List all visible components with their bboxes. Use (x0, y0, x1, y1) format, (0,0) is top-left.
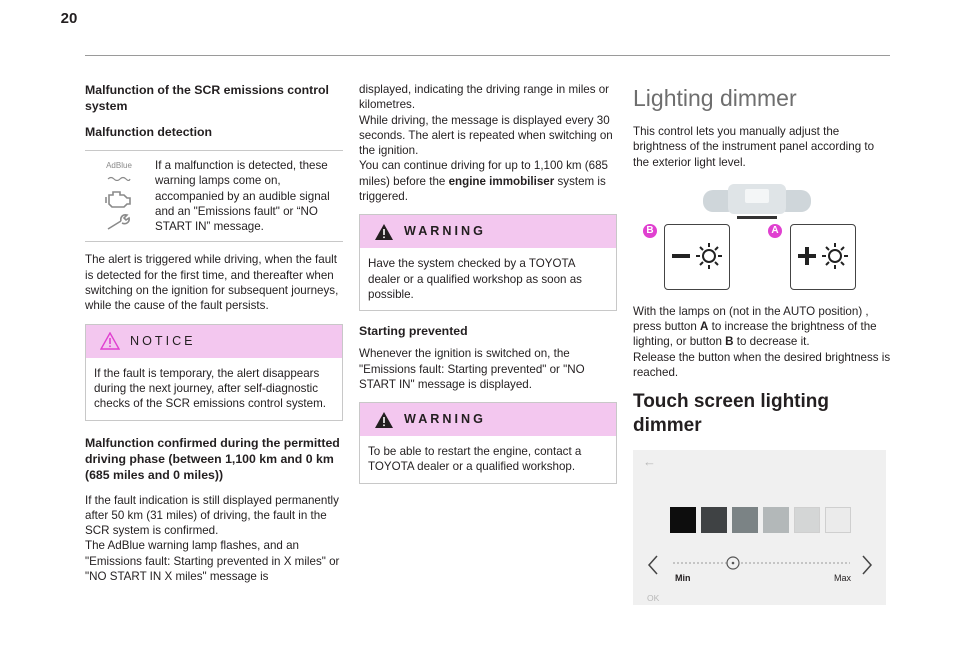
label-b: B (643, 224, 657, 238)
ok-button[interactable]: OK (647, 593, 660, 604)
adblue-icon: AdBlue (106, 161, 132, 185)
brightness-swatches (670, 507, 851, 533)
min-label: Min (675, 573, 691, 584)
max-label: Max (834, 573, 852, 584)
column-2 (359, 82, 617, 498)
warning-label: WARNING (404, 224, 486, 239)
swatch[interactable] (763, 507, 789, 533)
warning-text-2: To be able to restart the engine, contact a TOYOTA dealer or a qualified workshop. (368, 445, 582, 474)
heading-starting-prevented: Starting prevented (359, 324, 468, 339)
minus-brightness-icon (665, 225, 728, 288)
warning-triangle-icon (374, 411, 394, 429)
dashboard-illustration (633, 180, 891, 220)
dimmer-instructions: With the lamps on (not in the AUTO position) , press button A to increase the brightness of the lighting, or button B to decrease it. Release the button when the desired brightness is reached. (633, 304, 891, 380)
notice-text: If the fault is temporary, the alert disappears during the next journey, after self-diagnostic checks of the SCR emissions control system. (94, 366, 326, 411)
heading-malfunction-confirmed: Malfunction confirmed during the permitted driving phase (between 1,100 km and 0 km (685 miles and 0 miles)) (85, 435, 340, 482)
warning-text-1: Have the system checked by a TOYOTA dealer or a qualified workshop as soon as possible. (368, 257, 582, 301)
swatch[interactable] (794, 507, 820, 533)
continued-paragraph: displayed, indicating the driving range in miles or kilometres. While driving, the message is displayed every 30 seconds. The alert is repeated when switching on the ignition. You can continue driving for up to 1,100 km (685 miles) before the engine immobiliser system is triggered. (359, 83, 613, 204)
plus-brightness-icon (791, 225, 854, 288)
touch-screen-illustration (633, 450, 886, 605)
lamps-description: If a malfunction is detected, these warning lamps come on, accompanied by an audible signal and an "Emissions fault" or “NO START IN” message. (155, 159, 330, 234)
warning-triangle-icon (374, 223, 394, 241)
header-rule (85, 55, 890, 56)
back-arrow-icon[interactable]: ← (643, 454, 656, 470)
swatch[interactable] (701, 507, 727, 533)
engine-immobiliser-bold: engine immobiliser (448, 174, 555, 188)
dimmer-buttons (633, 222, 891, 292)
heading-touch-screen-dimmer: Touch screen lighting dimmer (633, 391, 829, 437)
column-3 (633, 82, 891, 605)
confirmed-paragraph: If the fault indication is still displayed permanently after 50 km (31 miles) of driving, the fault in the SCR system is confirmed. The AdBlue warning lamp flashes, and an "Emissions fault: Starting prevented in X miles" or "NO START IN X miles" message is (85, 493, 340, 584)
notice-box (85, 324, 343, 421)
warning-lamps-table (85, 150, 343, 242)
warning-box-1 (359, 214, 617, 311)
page-number: 20 (60, 10, 78, 27)
wrench-icon (106, 213, 132, 231)
engine-warning-icon (105, 189, 133, 209)
heading-malfunction-detection: Malfunction detection (85, 125, 213, 139)
lamp-icons (85, 151, 153, 241)
warning-box-2 (359, 402, 617, 484)
warning-triangle-icon (100, 332, 120, 350)
column-1 (85, 82, 343, 584)
alert-paragraph: The alert is triggered while driving, when the fault is detected for the first time, and thereafter when switching on the ignition for subsequent journeys, while the cause of the fault persists. (85, 253, 339, 313)
dimmer-decrease-button[interactable] (664, 224, 730, 290)
chevron-left-icon (649, 556, 657, 574)
dimmer-intro: This control lets you manually adjust the brightness of the instrument panel according to the exterior light level. (633, 125, 875, 169)
warning-label: WARNING (404, 412, 486, 426)
dimmer-increase-button[interactable] (790, 224, 856, 290)
chevron-right-icon (863, 556, 871, 574)
heading-scr-malfunction: Malfunction of the SCR emissions control system (85, 83, 329, 113)
label-a: A (768, 224, 782, 238)
swatch[interactable] (732, 507, 758, 533)
starting-paragraph: Whenever the ignition is switched on, the "Emissions fault: Starting prevented" or "NO START IN" message is displayed. (359, 347, 585, 391)
notice-label: NOTICE (130, 333, 196, 348)
swatch[interactable] (825, 507, 851, 533)
heading-lighting-dimmer: Lighting dimmer (633, 85, 797, 111)
swatch[interactable] (670, 507, 696, 533)
